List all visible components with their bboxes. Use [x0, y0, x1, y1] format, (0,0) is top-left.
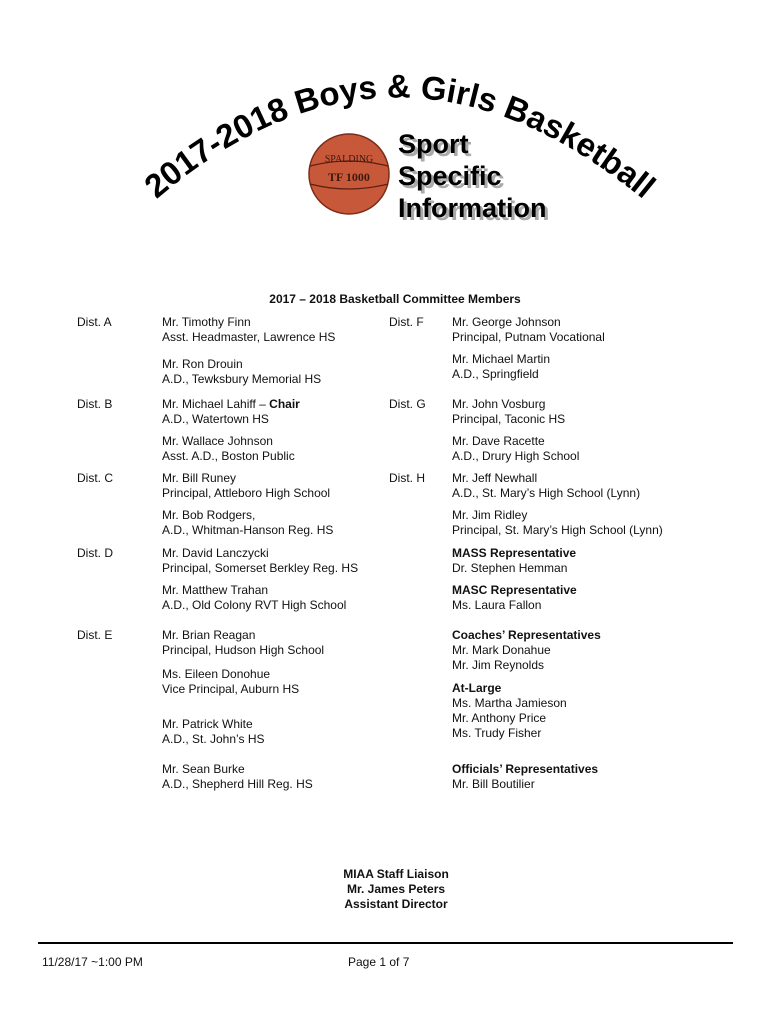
arc-title: 2017-2018 Boys & Girls Basketball [137, 67, 663, 206]
group-member: Ms. Trudy Fisher [452, 726, 542, 740]
member-role: Principal, Hudson High School [162, 643, 325, 657]
member-name [162, 762, 245, 777]
member-role: A.D., Tewksbury Memorial HS [162, 372, 322, 386]
member-role: A.D., Springfield [452, 367, 539, 381]
subtitle-line: Sport [398, 129, 469, 159]
svg-text:SPALDING: SPALDING [324, 154, 374, 165]
group-member: Ms. Laura Fallon [452, 598, 542, 612]
subtitle-line: Information [398, 193, 547, 223]
header-graphic [0, 0, 770, 300]
group-heading: Officials’ Representatives [452, 762, 599, 776]
district-label: Dist. E [77, 628, 113, 642]
member-role: Principal, Somerset Berkley Reg. HS [162, 561, 359, 575]
member-name [162, 667, 270, 682]
group-member: Mr. Mark Donahue [452, 643, 551, 657]
group-heading: MASC Representative [452, 583, 577, 597]
member-role: Principal, Putnam Vocational [452, 330, 605, 344]
group-member: Mr. Anthony Price [452, 711, 547, 725]
liaison-title: MIAA Staff Liaison [343, 867, 449, 881]
member-name-text: Mr. Wallace Johnson [162, 434, 273, 448]
footer-divider [38, 942, 733, 944]
member-role: A.D., St. Mary’s High School (Lynn) [452, 486, 641, 500]
member-name-text: Mr. David Lanczycki [162, 546, 269, 560]
member-name-text: Mr. Jim Ridley [452, 508, 528, 522]
member-role: A.D., St. John’s HS [162, 732, 265, 746]
member-name-text: Mr. Timothy Finn [162, 315, 251, 329]
district-label: Dist. D [77, 546, 113, 560]
district-label: Dist. B [77, 397, 113, 411]
footer-page: Page 1 of 7 [348, 955, 410, 969]
member-name-text: Mr. John Vosburg [452, 397, 546, 411]
member-name-text: Mr. Bill Runey [162, 471, 237, 485]
footer-date: 11/28/17 ~1:00 PM [42, 955, 143, 969]
district-label: Dist. H [389, 471, 425, 485]
member-name [162, 397, 300, 412]
member-name-text: Ms. Eileen Donohue [162, 667, 271, 681]
group-member: Mr. Bill Boutilier [452, 777, 535, 791]
liaison-name: Mr. James Peters [346, 882, 446, 896]
subtitle-line: Specific [398, 161, 502, 191]
chair-label: Chair [269, 397, 300, 411]
member-name-text: Mr. George Johnson [452, 315, 561, 329]
member-name-text: Mr. Bob Rodgers, [162, 508, 256, 522]
member-name [162, 315, 251, 330]
member-name [162, 471, 236, 486]
member-name-text: Mr. Sean Burke [162, 762, 245, 776]
member-name [162, 628, 255, 643]
member-name [162, 357, 243, 372]
member-name-text: Mr. Matthew Trahan [162, 583, 269, 597]
member-role: Asst. A.D., Boston Public [162, 449, 295, 463]
member-name [452, 434, 545, 449]
member-role: Vice Principal, Auburn HS [162, 682, 300, 696]
member-name-text: Mr. Ron Drouin [162, 357, 243, 371]
member-role: Principal, Attleboro High School [162, 486, 331, 500]
member-role: A.D., Watertown HS [162, 412, 269, 426]
member-name [162, 434, 273, 449]
member-name [452, 508, 527, 523]
group-heading: At-Large [452, 681, 502, 695]
member-role: A.D., Whitman-Hanson Reg. HS [162, 523, 334, 537]
member-role: Principal, Taconic HS [452, 412, 566, 426]
member-name-text: Mr. Brian Reagan [162, 628, 256, 642]
member-role: A.D., Drury High School [452, 449, 580, 463]
member-name [162, 583, 268, 598]
member-role: A.D., Old Colony RVT High School [162, 598, 347, 612]
member-role: A.D., Shepherd Hill Reg. HS [162, 777, 313, 791]
member-name-text: Mr. Dave Racette [452, 434, 545, 448]
liaison-role: Assistant Director [344, 897, 448, 911]
district-label: Dist. A [77, 315, 112, 329]
member-name [452, 397, 545, 412]
member-name-text: Mr. Patrick White [162, 717, 253, 731]
member-name-text: Mr. Michael Martin [452, 352, 551, 366]
group-heading: MASS Representative [452, 546, 577, 560]
member-name-text: Mr. Michael Lahiff – [162, 397, 270, 411]
member-name [452, 315, 561, 330]
district-label: Dist. F [389, 315, 424, 329]
member-name [162, 508, 255, 523]
district-label: Dist. C [77, 471, 113, 485]
member-name [452, 471, 537, 486]
district-label: Dist. G [389, 397, 426, 411]
member-role: Principal, St. Mary’s High School (Lynn) [452, 523, 663, 537]
basketball-icon [309, 134, 389, 214]
group-member: Ms. Martha Jamieson [452, 696, 567, 710]
member-name [162, 717, 253, 732]
svg-text:TF 1000: TF 1000 [328, 170, 370, 184]
committee-title: 2017 – 2018 Basketball Committee Members [269, 292, 521, 306]
group-member: Dr. Stephen Hemman [452, 561, 568, 575]
member-name-text: Mr. Jeff Newhall [452, 471, 538, 485]
group-heading: Coaches’ Representatives [452, 628, 601, 642]
member-name [452, 352, 550, 367]
group-member: Mr. Jim Reynolds [452, 658, 545, 672]
member-role: Asst. Headmaster, Lawrence HS [162, 330, 336, 344]
member-name [162, 546, 269, 561]
